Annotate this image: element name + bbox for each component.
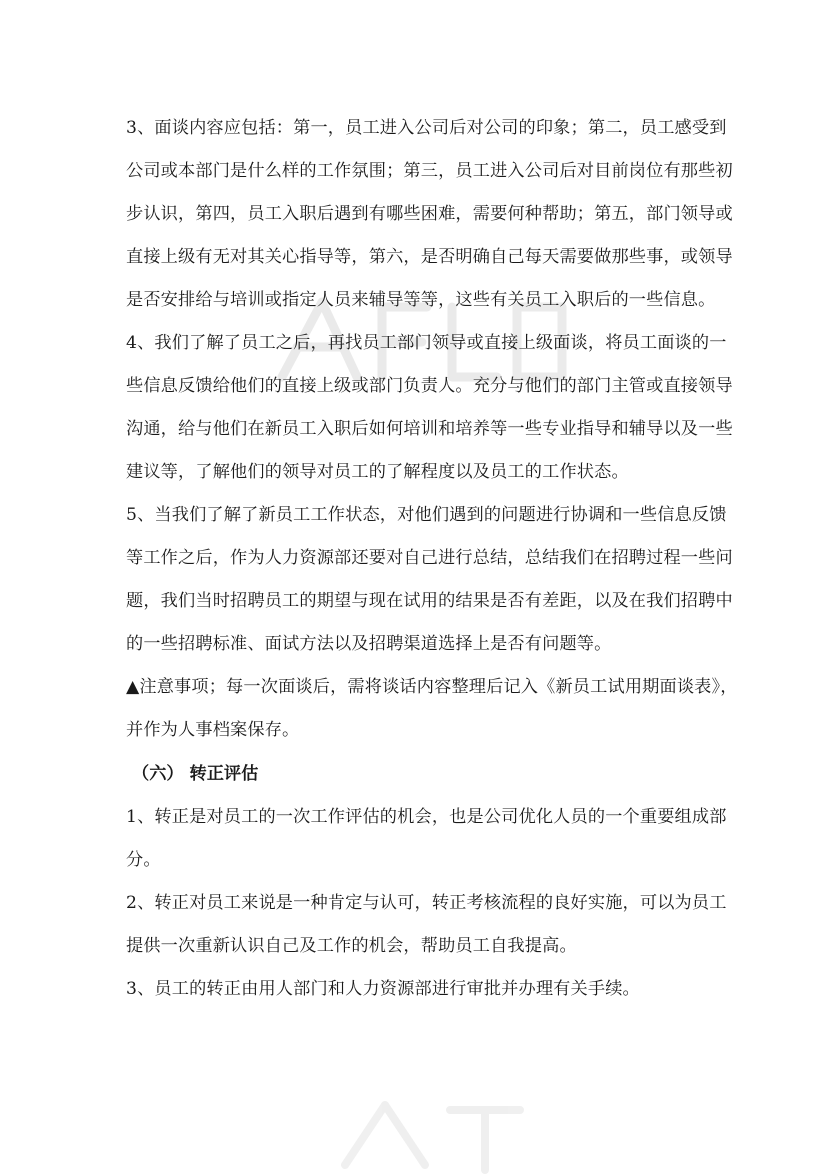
paragraph-3-line-1: 3、面谈内容应包括：第一，员工进入公司后对公司的印象；第二，员工感受到 [126, 118, 727, 138]
item-2-line-1: 2、转正对员工来说是一种肯定与认可，转正考核流程的良好实施，可以为员工 [126, 893, 727, 913]
item-3-line-1: 3、员工的转正由用人部门和人力资源部进行审批并办理有关手续。 [126, 979, 640, 999]
note-line-1: ▲注意事项；每一次面谈后，需将谈话内容整理后记入《新员工试用期面谈表》， [126, 677, 738, 697]
paragraph-5-line-1: 5、当我们了解了新员工工作状态，对他们遇到的问题进行协调和一些信息反馈 [126, 505, 727, 525]
paragraph-3-line-3: 步认识，第四，员工入职后遇到有哪些困难，需要何种帮助；第五，部门领导或 [126, 204, 733, 224]
item-1-line-1: 1、转正是对员工的一次工作评估的机会，也是公司优化人员的一个重要组成部 [126, 807, 727, 827]
paragraph-3-line-5: 是否安排给与培训或指定人员来辅导等等，这些有关员工入职后的一些信息。 [126, 290, 716, 310]
paragraph-4-line-4: 建议等，了解他们的领导对员工的了解程度以及员工的工作状态。 [126, 462, 629, 482]
note-line-2: 并作为人事档案保存。 [126, 720, 300, 740]
paragraph-5-line-2: 等工作之后，作为人力资源部还要对自己进行总结，总结我们在招聘过程一些问 [126, 548, 733, 568]
paragraph-3-line-4: 直接上级有无对其关心指导等，第六，是否明确自己每天需要做那些事，或领导 [126, 247, 733, 267]
paragraph-4-line-3: 沟通，给与他们在新员工入职后如何培训和培养等一些专业指导和辅导以及一些 [126, 419, 733, 439]
paragraph-3-line-2: 公司或本部门是什么样的工作氛围；第三，员工进入公司后对目前岗位有那些初 [126, 161, 733, 181]
paragraph-4-line-2: 些信息反馈给他们的直接上级或部门负责人。充分与他们的部门主管或直接领导 [126, 376, 733, 396]
paragraph-5-line-4: 的一些招聘标准、面试方法以及招聘渠道选择上是否有问题等。 [126, 634, 612, 654]
watermark-mark [330, 1090, 540, 1174]
paragraph-4-line-1: 4、我们了解了员工之后，再找员工部门领导或直接上级面谈，将员工面谈的一 [126, 333, 727, 353]
paragraph-5-line-3: 题，我们当时招聘员工的期望与现在试用的结果是否有差距，以及在我们招聘中 [126, 591, 733, 611]
section-heading: （六） 转正评估 [132, 764, 259, 784]
item-2-line-2: 提供一次重新认识自己及工作的机会，帮助员工自我提高。 [126, 936, 577, 956]
item-1-line-2: 分。 [126, 850, 161, 870]
